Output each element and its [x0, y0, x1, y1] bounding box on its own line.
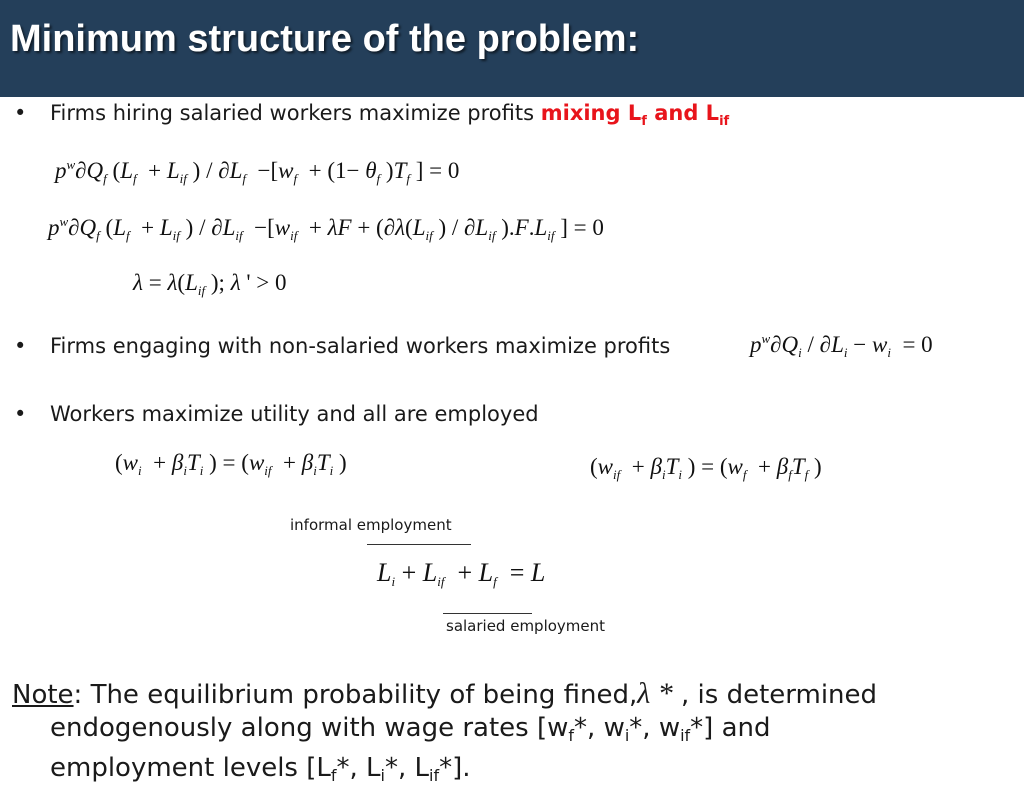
- salaried-rule: [443, 613, 532, 614]
- equation-lambda: $\lambda = \lambda(L_{if}$ ); λ ' > 0: [133, 270, 287, 298]
- equation-foc-salaried: $p^w\partial Q_f$ ($L_f + L_{if}$ ) / $\partial L_f -[w_f + (1- \theta_f$ )$T_f$ ] = 0: [55, 157, 460, 186]
- informal-employment-label: informal employment: [290, 516, 452, 534]
- bullet-dot: •: [14, 334, 27, 358]
- salaried-employment-label: salaried employment: [446, 617, 606, 635]
- bullet-dot: •: [14, 402, 27, 426]
- bullet-text: Firms hiring salaried workers maximize profits: [50, 101, 541, 125]
- note-label: Note: [12, 680, 74, 710]
- note-text: : The equilibrium probability of being fined,: [73, 680, 638, 710]
- title-bar: [0, 0, 1024, 97]
- bullet-salaried-firms: [14, 101, 730, 130]
- equation-foc-mixed: $p^w\partial Q_f$ ($L_f + L_{if}$ ) / $\partial L_{if} -[w_{if} + \lambda F + (\partial\lambda(L_{if}$ ) / $\partial L_{if}$ )$.F.L_{if}$ ] = 0: [48, 214, 604, 243]
- note-paragraph: [12, 677, 1002, 792]
- equation-labor-total: $L_i + L_{if} + L_f = L$: [377, 558, 546, 589]
- bullet-dot: •: [14, 101, 27, 125]
- bullet-workers: [14, 402, 539, 426]
- informal-rule: [367, 544, 471, 545]
- highlight-text: mixing $L_f$ and $L_{if}$: [540, 101, 730, 130]
- note-line-2: endogenously along with wage rates [$w_f*$, $w_i*$, $w_{if}*$] and: [50, 713, 771, 745]
- note-text: , is determined: [672, 680, 878, 710]
- equation-foc-informal: $p^w\partial Q_i / \partial L_i - w_i = 0$: [750, 331, 933, 360]
- equation-utility-formal: ($w_{if} + \beta_iT_i$ ) = ($w_f + \beta_fT_f$ ): [590, 454, 822, 482]
- slide-title: Minimum structure of the problem:: [10, 18, 640, 60]
- bullet-text: Workers maximize utility and all are employed: [50, 402, 539, 426]
- lambda-star-symbol: λ *: [637, 677, 673, 710]
- bullet-nonsalaried-firms: [14, 334, 671, 358]
- note-line-3: employment levels [$L_f*$, $L_i*$, $L_{if}*$].: [50, 753, 471, 785]
- bullet-text: Firms engaging with non-salaried workers maximize profits: [50, 334, 671, 358]
- equation-utility-informal: ($w_i + \beta_iT_i$ ) = ($w_{if} + \beta_iT_i$ ): [115, 450, 347, 478]
